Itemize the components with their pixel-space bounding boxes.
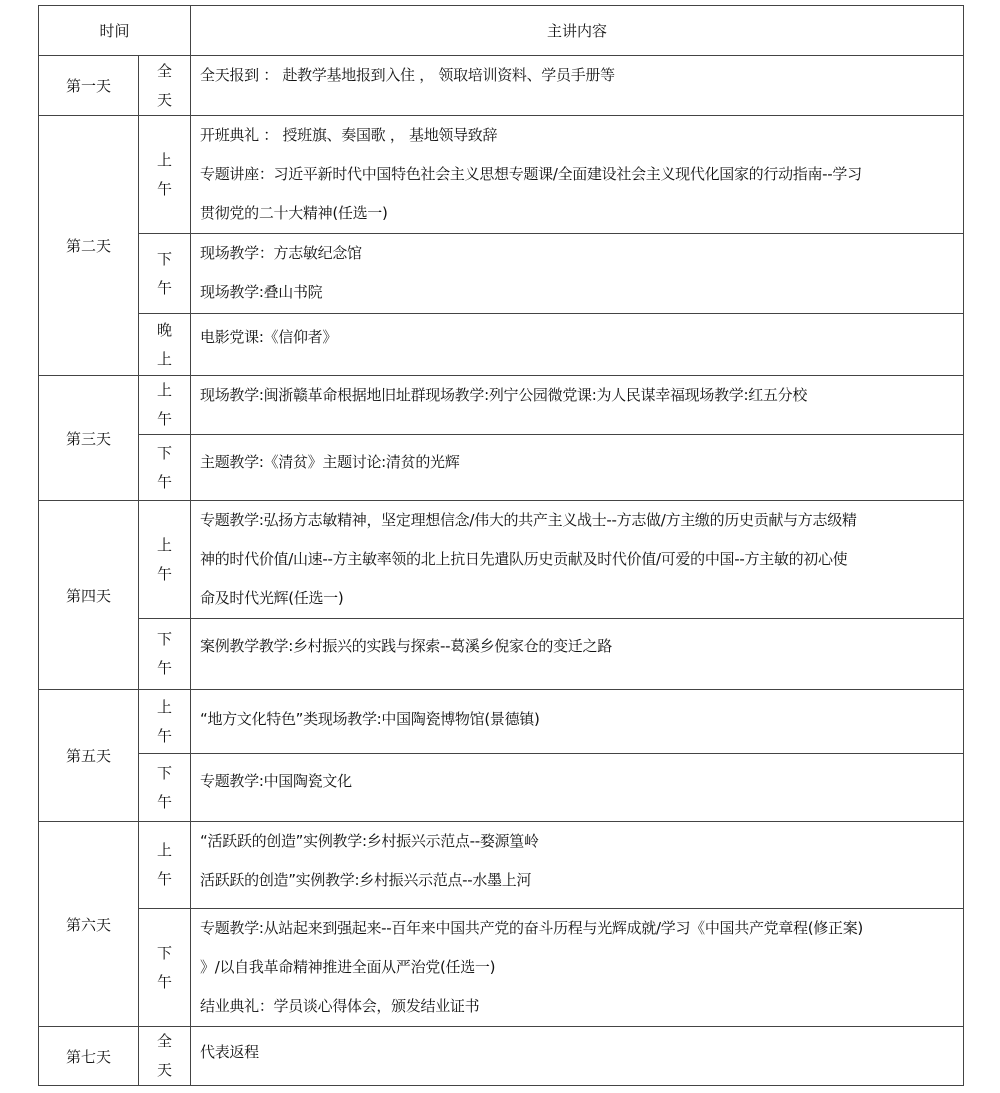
content-line: 主题教学:《清贫》主题讨论:清贫的光辉 [200, 453, 460, 471]
session-row [39, 376, 964, 435]
session-content [191, 690, 964, 754]
period-char: 上 [157, 841, 173, 859]
period-label [139, 822, 191, 909]
period-label [139, 56, 191, 116]
period-label [139, 501, 191, 619]
content-line: 现场教学:闽浙赣革命根据地旧址群现场教学:列宁公园微党课:为人民谋幸福现场教学:红五分校 [200, 386, 808, 404]
period-char: 午 [157, 792, 173, 811]
period-char: 上 [157, 150, 173, 169]
period-char: 晚 [157, 320, 173, 339]
content-line: 专题讲座：习近平新时代中国特色社会主义思想专题课/全面建设社会主义现代化国家的行动指南--学习 [200, 165, 862, 183]
day-label: 第一天 [39, 56, 139, 116]
period-label [139, 116, 191, 234]
content-line: 代表返程 [200, 1043, 259, 1061]
content-line: 专题教学:弘扬方志敏精神，坚定理想信念/伟大的共产主义战士--方志做/方主缴的历史贡献与方志级精 [200, 511, 857, 529]
period-char: 午 [157, 472, 173, 491]
session-row [39, 314, 964, 376]
content-line: “地方文化特色”类现场教学:中国陶瓷博物馆(景德镇) [200, 710, 540, 728]
session-content [191, 314, 964, 376]
session-content [191, 619, 964, 690]
content-line: 现场教学：方志敏纪念馆 [200, 244, 362, 262]
session-row [39, 1027, 964, 1086]
period-char: 全 [157, 1032, 173, 1050]
session-content [191, 1027, 964, 1086]
period-char: 午 [157, 278, 173, 297]
session-row [39, 501, 964, 619]
period-char: 午 [157, 972, 173, 991]
content-line: 电影党课:《信仰者》 [200, 328, 338, 346]
period-label [139, 435, 191, 501]
period-char: 下 [157, 943, 173, 962]
session-content [191, 435, 964, 501]
session-row [39, 116, 964, 234]
period-label [139, 1027, 191, 1086]
content-line: 活跃跃的创造”实例教学:乡村振兴示范点--水墨上河 [200, 871, 532, 889]
period-char: 上 [157, 349, 173, 368]
session-content [191, 822, 964, 909]
session-content [191, 116, 964, 234]
day-label: 第二天 [39, 116, 139, 376]
day-label: 第六天 [39, 822, 139, 1027]
content-line: 命及时代光辉(任选一) [200, 589, 344, 607]
session-content [191, 376, 964, 435]
period-char: 下 [157, 249, 173, 268]
content-line: 神的时代价值/山速--方主敏率领的北上抗日先遣队历史贡献及时代价值/可爱的中国--方主敏的初心使 [200, 550, 848, 568]
period-char: 午 [157, 410, 173, 428]
period-label [139, 909, 191, 1027]
content-line: 贯彻党的二十大精神(任选一) [200, 204, 388, 222]
period-label [139, 619, 191, 690]
period-char: 午 [157, 726, 173, 745]
session-content [191, 909, 964, 1027]
session-row [39, 234, 964, 314]
period-char: 天 [157, 1061, 173, 1079]
period-char: 午 [157, 179, 173, 198]
period-label [139, 234, 191, 314]
day-label: 第三天 [39, 376, 139, 501]
period-label [139, 314, 191, 376]
content-line: “活跃跃的创造”实例教学:乡村振兴示范点--婺源篁岭 [200, 832, 539, 850]
period-char: 上 [157, 535, 173, 554]
period-label [139, 754, 191, 822]
session-content [191, 56, 964, 116]
schedule-table [38, 5, 964, 1086]
content-line: 专题教学:从站起来到强起来--百年来中国共产党的奋斗历程与光辉成就/学习《中国共产党章程(修正案) [200, 919, 863, 937]
period-char: 午 [157, 564, 173, 583]
content-line: 现场教学:叠山书院 [200, 283, 323, 301]
period-char: 全 [157, 61, 173, 80]
session-content [191, 754, 964, 822]
day-label: 第五天 [39, 690, 139, 822]
header-time: 时间 [39, 6, 191, 56]
day-label: 第七天 [39, 1027, 139, 1086]
session-row [39, 619, 964, 690]
content-line: 专题教学:中国陶瓷文化 [200, 772, 352, 790]
period-char: 天 [157, 90, 173, 109]
period-char: 下 [157, 630, 173, 648]
content-line: 》/以自我革命精神推进全面从严治党(任选一) [200, 958, 496, 976]
period-char: 午 [157, 870, 173, 888]
content-line: 开班典礼 ： 授班旗、奏国歌 ， 基地领导致辞 [200, 126, 498, 144]
session-row [39, 822, 964, 909]
period-label [139, 690, 191, 754]
day-label: 第四天 [39, 501, 139, 690]
content-line: 案例教学教学:乡村振兴的实践与探索--葛溪乡倪家仓的变迁之路 [200, 637, 612, 655]
content-line: 全天报到 ： 赴教学基地报到入住 ， 领取培训资料、学员手册等 [200, 66, 615, 84]
session-content [191, 234, 964, 314]
session-content [191, 501, 964, 619]
content-line: 结业典礼：学员谈心得体会，颁发结业证书 [200, 997, 480, 1015]
session-row [39, 909, 964, 1027]
session-row [39, 435, 964, 501]
period-char: 午 [157, 659, 173, 677]
header-row [39, 6, 964, 56]
session-row [39, 754, 964, 822]
session-row [39, 56, 964, 116]
period-label [139, 376, 191, 435]
header-content: 主讲内容 [191, 6, 964, 56]
period-char: 上 [157, 381, 173, 399]
period-char: 下 [157, 443, 173, 462]
session-row [39, 690, 964, 754]
period-char: 下 [157, 763, 173, 782]
period-char: 上 [157, 697, 173, 716]
